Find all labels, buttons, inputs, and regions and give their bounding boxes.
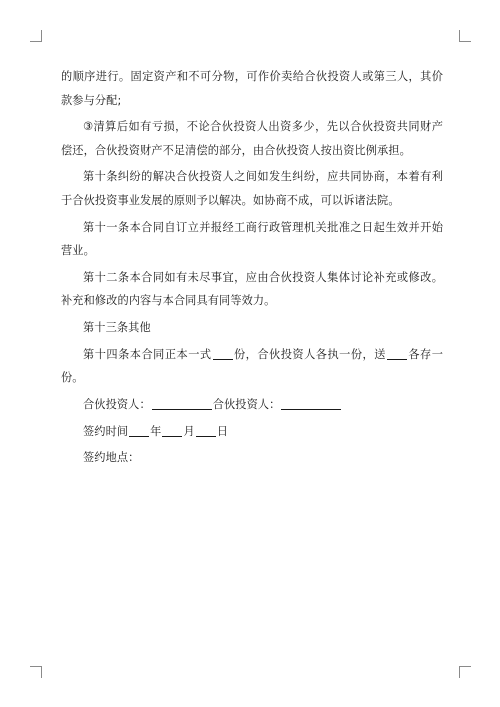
paragraph-article-11: 第十一条本合同自订立并报经工商行政管理机关批准之日起生效并开始营业。: [61, 220, 443, 258]
copies-count-blank[interactable]: [213, 347, 233, 360]
partner-label-2: 合伙投资人：: [212, 397, 281, 411]
signing-date-line: [61, 420, 443, 444]
document-body: [61, 65, 443, 473]
crop-mark-top-right: [459, 30, 471, 42]
paragraph-article-13: 第十三条其他: [83, 320, 151, 334]
month-label: 月: [183, 424, 195, 438]
crop-mark-bottom-left: [30, 666, 42, 678]
crop-mark-bottom-right: [459, 666, 471, 678]
article-14-text-3: 各存一份。: [61, 347, 443, 385]
partner-label-1: 合伙投资人：: [83, 397, 151, 411]
paragraph-liquidation-loss: ③清算后如有亏损，不论合伙投资人出资多少，先以合伙投资共同财产偿还，合伙投资财产不足清偿的部分，由合伙投资人按出资比例承担。: [61, 120, 443, 157]
place-label: 签约地点：: [83, 451, 140, 465]
day-label: 日: [216, 424, 229, 438]
year-label: 年: [150, 424, 162, 438]
article-14-text-1: 第十四条本合同正本一式: [83, 347, 212, 361]
signing-place-line: [61, 446, 443, 470]
paragraph-article-10: 第十条纠纷的解决合伙投资人之间如发生纠纷，应共同协商，本着有利于合伙投资事业发展的原则予以解决。如协商不成，可以诉诸法院。: [61, 170, 443, 207]
paragraph-continuation: 的顺序进行。固定资产和不可分物，可作价卖给合伙投资人或第三人，其价款参与分配;: [61, 70, 443, 107]
recipient-blank[interactable]: [387, 347, 407, 360]
day-blank[interactable]: [196, 424, 216, 437]
article-14-text-2: 份，合伙投资人各执一份，送: [233, 347, 386, 361]
year-blank[interactable]: [129, 424, 149, 437]
partner-name-blank-2[interactable]: [281, 397, 341, 410]
month-blank[interactable]: [162, 424, 182, 437]
paragraph-article-12: 第十二条本合同如有未尽事宜，应由合伙投资人集体讨论补充或修改。补充和修改的内容与本合同具有同等效力。: [61, 270, 443, 308]
paragraph-article-14: [61, 343, 443, 390]
date-label: 签约时间: [83, 424, 129, 438]
partner-signature-line: [61, 393, 443, 417]
crop-mark-top-left: [30, 30, 42, 42]
partner-name-blank-1[interactable]: [152, 397, 212, 410]
